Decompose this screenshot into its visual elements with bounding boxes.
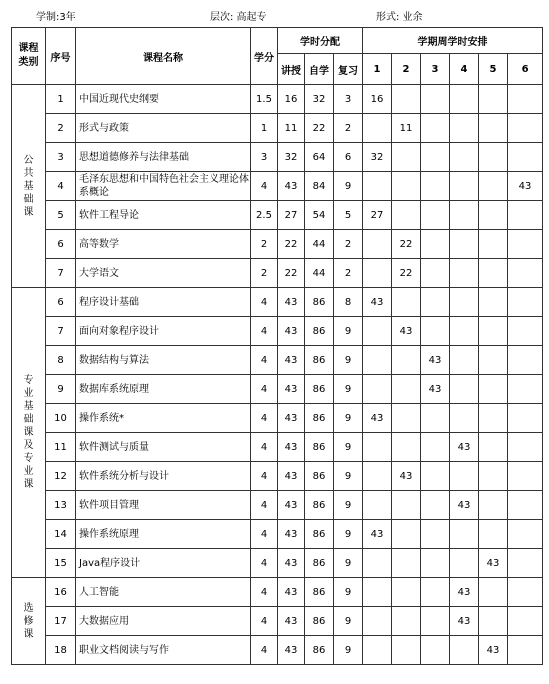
semester-6-cell (508, 346, 543, 375)
semester-5-cell (479, 491, 508, 520)
lecture-hours-cell: 43 (278, 346, 305, 375)
semester-2-cell (392, 404, 421, 433)
seq-cell: 12 (46, 462, 76, 491)
self-study-hours-cell: 86 (305, 462, 334, 491)
table-row (12, 114, 543, 143)
col-category: 课程类别 (12, 28, 46, 85)
seq-cell: 7 (46, 317, 76, 346)
semester-1-cell: 27 (363, 201, 392, 230)
semester-5-cell (479, 114, 508, 143)
semester-1-cell (363, 491, 392, 520)
semester-6-cell (508, 317, 543, 346)
review-hours-cell: 6 (334, 143, 363, 172)
course-name-cell: 操作系统原理 (76, 520, 251, 549)
review-hours-cell: 2 (334, 230, 363, 259)
course-name-cell: 数据结构与算法 (76, 346, 251, 375)
semester-3-cell (421, 288, 450, 317)
lecture-hours-cell: 43 (278, 172, 305, 201)
credit-cell: 4 (251, 172, 278, 201)
category-label: 专业基础课及专业课 (23, 375, 34, 490)
course-name-cell: 形式与政策 (76, 114, 251, 143)
course-name-cell: 操作系统* (76, 404, 251, 433)
semester-3-cell (421, 259, 450, 288)
semester-6-cell (508, 85, 543, 114)
semester-4-cell: 43 (450, 491, 479, 520)
lecture-hours-cell: 22 (278, 230, 305, 259)
lecture-hours-cell: 43 (278, 404, 305, 433)
credit-cell: 2.5 (251, 201, 278, 230)
col-credit: 学分 (251, 28, 278, 85)
category-cell (12, 578, 46, 665)
semester-5-cell (479, 259, 508, 288)
semester-3-cell (421, 578, 450, 607)
col-semester-group: 学期周学时安排 (363, 28, 543, 54)
semester-2-cell (392, 288, 421, 317)
review-hours-cell: 9 (334, 404, 363, 433)
semester-1-cell (363, 462, 392, 491)
self-study-hours-cell: 86 (305, 375, 334, 404)
course-name-cell: 面向对象程序设计 (76, 317, 251, 346)
semester-5-cell (479, 346, 508, 375)
credit-cell: 4 (251, 607, 278, 636)
credit-cell: 4 (251, 578, 278, 607)
table-row (12, 288, 543, 317)
seq-cell: 2 (46, 114, 76, 143)
lecture-hours-cell: 43 (278, 491, 305, 520)
semester-1-cell: 32 (363, 143, 392, 172)
table-row (12, 230, 543, 259)
self-study-hours-cell: 86 (305, 520, 334, 549)
lecture-hours-cell: 43 (278, 607, 305, 636)
seq-cell: 1 (46, 85, 76, 114)
credit-cell: 3 (251, 143, 278, 172)
lecture-hours-cell: 22 (278, 259, 305, 288)
seq-cell: 7 (46, 259, 76, 288)
review-hours-cell: 9 (334, 636, 363, 665)
semester-6-cell (508, 578, 543, 607)
self-study-hours-cell: 86 (305, 607, 334, 636)
col-sem-1: 1 (363, 54, 392, 85)
semester-5-cell (479, 201, 508, 230)
semester-5-cell (479, 375, 508, 404)
semester-6-cell (508, 607, 543, 636)
table-row (12, 259, 543, 288)
semester-1-cell (363, 317, 392, 346)
self-study-hours-cell: 86 (305, 549, 334, 578)
seq-cell: 17 (46, 607, 76, 636)
semester-4-cell (450, 462, 479, 491)
self-study-hours-cell: 86 (305, 433, 334, 462)
category-cell (12, 85, 46, 288)
credit-cell: 4 (251, 404, 278, 433)
semester-1-cell (363, 375, 392, 404)
semester-5-cell (479, 143, 508, 172)
lecture-hours-cell: 43 (278, 433, 305, 462)
semester-4-cell (450, 404, 479, 433)
semester-5-cell (479, 607, 508, 636)
semester-2-cell (392, 375, 421, 404)
semester-4-cell (450, 317, 479, 346)
review-hours-cell: 8 (334, 288, 363, 317)
credit-cell: 1.5 (251, 85, 278, 114)
curriculum-table (11, 27, 543, 665)
table-row (12, 143, 543, 172)
table-body (12, 85, 543, 665)
semester-3-cell (421, 230, 450, 259)
self-study-hours-cell: 86 (305, 317, 334, 346)
semester-6-cell (508, 636, 543, 665)
semester-1-cell: 16 (363, 85, 392, 114)
review-hours-cell: 9 (334, 491, 363, 520)
col-sem-4: 4 (450, 54, 479, 85)
self-study-hours-cell: 32 (305, 85, 334, 114)
self-study-hours-cell: 86 (305, 491, 334, 520)
table-row (12, 607, 543, 636)
credit-cell: 4 (251, 462, 278, 491)
semester-3-cell (421, 172, 450, 201)
lecture-hours-cell: 43 (278, 636, 305, 665)
table-row (12, 172, 543, 201)
course-name-cell: 毛泽东思想和中国特色社会主义理论体系概论 (76, 172, 251, 201)
course-name-cell: 大数据应用 (76, 607, 251, 636)
credit-cell: 4 (251, 491, 278, 520)
seq-cell: 10 (46, 404, 76, 433)
semester-5-cell (479, 230, 508, 259)
semester-4-cell (450, 288, 479, 317)
semester-6-cell (508, 259, 543, 288)
course-name-cell: 大学语文 (76, 259, 251, 288)
semester-6-cell (508, 520, 543, 549)
semester-1-cell (363, 578, 392, 607)
semester-2-cell: 43 (392, 317, 421, 346)
semester-3-cell (421, 85, 450, 114)
col-hours-group: 学时分配 (278, 28, 363, 54)
review-hours-cell: 2 (334, 259, 363, 288)
semester-6-cell (508, 433, 543, 462)
semester-4-cell (450, 201, 479, 230)
semester-6-cell (508, 491, 543, 520)
col-sem-2: 2 (392, 54, 421, 85)
table-row (12, 520, 543, 549)
seq-cell: 16 (46, 578, 76, 607)
lecture-hours-cell: 43 (278, 375, 305, 404)
header-row-1 (12, 28, 543, 54)
col-sem-6: 6 (508, 54, 543, 85)
course-name-cell: 软件测试与质量 (76, 433, 251, 462)
lecture-hours-cell: 43 (278, 549, 305, 578)
semester-5-cell: 43 (479, 636, 508, 665)
lecture-hours-cell: 11 (278, 114, 305, 143)
semester-1-cell (363, 346, 392, 375)
table-row (12, 549, 543, 578)
table-row (12, 201, 543, 230)
semester-5-cell (479, 288, 508, 317)
self-study-hours-cell: 54 (305, 201, 334, 230)
credit-cell: 4 (251, 636, 278, 665)
course-name-cell: 软件系统分析与设计 (76, 462, 251, 491)
semester-6-cell (508, 375, 543, 404)
self-study-hours-cell: 86 (305, 636, 334, 665)
course-name-cell: 高等数学 (76, 230, 251, 259)
semester-5-cell (479, 404, 508, 433)
semester-6-cell (508, 549, 543, 578)
semester-1-cell: 43 (363, 404, 392, 433)
review-hours-cell: 9 (334, 433, 363, 462)
semester-1-cell: 43 (363, 288, 392, 317)
col-seq: 序号 (46, 28, 76, 85)
semester-3-cell (421, 201, 450, 230)
lecture-hours-cell: 43 (278, 578, 305, 607)
semester-2-cell (392, 520, 421, 549)
self-study-hours-cell: 84 (305, 172, 334, 201)
schooling-years: 学制:3年 (36, 12, 76, 23)
semester-3-cell: 43 (421, 375, 450, 404)
credit-cell: 4 (251, 433, 278, 462)
course-name-cell: 数据库系统原理 (76, 375, 251, 404)
semester-2-cell (392, 172, 421, 201)
semester-4-cell (450, 346, 479, 375)
semester-5-cell (479, 85, 508, 114)
semester-1-cell: 43 (363, 520, 392, 549)
course-name-cell: 人工智能 (76, 578, 251, 607)
seq-cell: 9 (46, 375, 76, 404)
credit-cell: 4 (251, 549, 278, 578)
semester-6-cell (508, 230, 543, 259)
col-sem-3: 3 (421, 54, 450, 85)
table-row (12, 375, 543, 404)
semester-2-cell (392, 201, 421, 230)
review-hours-cell: 2 (334, 114, 363, 143)
course-name-cell: 程序设计基础 (76, 288, 251, 317)
semester-4-cell (450, 259, 479, 288)
credit-cell: 4 (251, 346, 278, 375)
table-row (12, 85, 543, 114)
seq-cell: 6 (46, 230, 76, 259)
course-name-cell: 职业文档阅读与写作 (76, 636, 251, 665)
semester-2-cell (392, 346, 421, 375)
review-hours-cell: 9 (334, 375, 363, 404)
semester-3-cell (421, 317, 450, 346)
semester-2-cell (392, 491, 421, 520)
semester-1-cell (363, 259, 392, 288)
document-header (0, 8, 549, 22)
course-name-cell: 中国近现代史纲要 (76, 85, 251, 114)
semester-4-cell (450, 230, 479, 259)
semester-2-cell: 11 (392, 114, 421, 143)
seq-cell: 4 (46, 172, 76, 201)
semester-6-cell (508, 288, 543, 317)
review-hours-cell: 9 (334, 317, 363, 346)
seq-cell: 5 (46, 201, 76, 230)
seq-cell: 15 (46, 549, 76, 578)
semester-1-cell (363, 433, 392, 462)
semester-2-cell (392, 433, 421, 462)
seq-cell: 14 (46, 520, 76, 549)
semester-3-cell (421, 607, 450, 636)
lecture-hours-cell: 43 (278, 317, 305, 346)
semester-6-cell (508, 114, 543, 143)
col-name: 课程名称 (76, 28, 251, 85)
col-lecture: 讲授 (278, 54, 305, 85)
self-study-hours-cell: 22 (305, 114, 334, 143)
semester-2-cell (392, 85, 421, 114)
lecture-hours-cell: 16 (278, 85, 305, 114)
table-row (12, 433, 543, 462)
credit-cell: 4 (251, 520, 278, 549)
self-study-hours-cell: 44 (305, 259, 334, 288)
self-study-hours-cell: 86 (305, 578, 334, 607)
semester-3-cell (421, 433, 450, 462)
semester-1-cell (363, 172, 392, 201)
course-name-cell: Java程序设计 (76, 549, 251, 578)
seq-cell: 18 (46, 636, 76, 665)
semester-5-cell (479, 578, 508, 607)
col-review: 复习 (334, 54, 363, 85)
semester-1-cell (363, 230, 392, 259)
semester-2-cell (392, 636, 421, 665)
credit-cell: 4 (251, 317, 278, 346)
semester-4-cell (450, 143, 479, 172)
semester-1-cell (363, 114, 392, 143)
table-row (12, 491, 543, 520)
lecture-hours-cell: 43 (278, 288, 305, 317)
table-row (12, 578, 543, 607)
semester-4-cell: 43 (450, 607, 479, 636)
lecture-hours-cell: 27 (278, 201, 305, 230)
seq-cell: 6 (46, 288, 76, 317)
semester-4-cell (450, 520, 479, 549)
semester-1-cell (363, 549, 392, 578)
table-row (12, 317, 543, 346)
review-hours-cell: 9 (334, 520, 363, 549)
credit-cell: 4 (251, 288, 278, 317)
semester-3-cell (421, 549, 450, 578)
semester-3-cell (421, 462, 450, 491)
lecture-hours-cell: 32 (278, 143, 305, 172)
semester-1-cell (363, 636, 392, 665)
semester-3-cell (421, 143, 450, 172)
semester-3-cell: 43 (421, 346, 450, 375)
self-study-hours-cell: 86 (305, 346, 334, 375)
col-sem-5: 5 (479, 54, 508, 85)
seq-cell: 8 (46, 346, 76, 375)
table-row (12, 404, 543, 433)
semester-6-cell (508, 404, 543, 433)
semester-2-cell: 22 (392, 230, 421, 259)
semester-1-cell (363, 607, 392, 636)
credit-cell: 2 (251, 259, 278, 288)
semester-4-cell (450, 549, 479, 578)
semester-6-cell (508, 201, 543, 230)
self-study-hours-cell: 44 (305, 230, 334, 259)
semester-5-cell: 43 (479, 549, 508, 578)
review-hours-cell: 3 (334, 85, 363, 114)
review-hours-cell: 9 (334, 549, 363, 578)
semester-2-cell (392, 578, 421, 607)
seq-cell: 11 (46, 433, 76, 462)
seq-cell: 13 (46, 491, 76, 520)
semester-5-cell (479, 172, 508, 201)
semester-4-cell (450, 85, 479, 114)
review-hours-cell: 9 (334, 578, 363, 607)
semester-4-cell (450, 172, 479, 201)
review-hours-cell: 5 (334, 201, 363, 230)
course-name-cell: 思想道德修养与法律基础 (76, 143, 251, 172)
semester-5-cell (479, 433, 508, 462)
review-hours-cell: 9 (334, 607, 363, 636)
table-row (12, 462, 543, 491)
self-study-hours-cell: 86 (305, 288, 334, 317)
review-hours-cell: 9 (334, 462, 363, 491)
semester-2-cell: 43 (392, 462, 421, 491)
semester-2-cell (392, 549, 421, 578)
self-study-hours-cell: 64 (305, 143, 334, 172)
semester-5-cell (479, 520, 508, 549)
table-row (12, 346, 543, 375)
lecture-hours-cell: 43 (278, 462, 305, 491)
semester-4-cell: 43 (450, 433, 479, 462)
semester-4-cell (450, 636, 479, 665)
credit-cell: 1 (251, 114, 278, 143)
semester-6-cell (508, 143, 543, 172)
review-hours-cell: 9 (334, 346, 363, 375)
category-cell (12, 288, 46, 578)
education-level: 层次: 高起专 (210, 12, 267, 23)
semester-4-cell (450, 375, 479, 404)
self-study-hours-cell: 86 (305, 404, 334, 433)
semester-4-cell: 43 (450, 578, 479, 607)
credit-cell: 4 (251, 375, 278, 404)
col-self-study: 自学 (305, 54, 334, 85)
lecture-hours-cell: 43 (278, 520, 305, 549)
semester-5-cell (479, 462, 508, 491)
category-label: 选修课 (23, 602, 34, 640)
seq-cell: 3 (46, 143, 76, 172)
semester-2-cell (392, 607, 421, 636)
semester-4-cell (450, 114, 479, 143)
review-hours-cell: 9 (334, 172, 363, 201)
semester-3-cell (421, 491, 450, 520)
course-name-cell: 软件工程导论 (76, 201, 251, 230)
course-name-cell: 软件项目管理 (76, 491, 251, 520)
semester-2-cell: 22 (392, 259, 421, 288)
semester-3-cell (421, 520, 450, 549)
category-label: 公共基础课 (23, 154, 34, 218)
credit-cell: 2 (251, 230, 278, 259)
semester-3-cell (421, 636, 450, 665)
semester-5-cell (479, 317, 508, 346)
semester-6-cell (508, 462, 543, 491)
study-form: 形式: 业余 (376, 12, 423, 23)
semester-3-cell (421, 404, 450, 433)
semester-6-cell: 43 (508, 172, 543, 201)
table-row (12, 636, 543, 665)
semester-3-cell (421, 114, 450, 143)
semester-2-cell (392, 143, 421, 172)
